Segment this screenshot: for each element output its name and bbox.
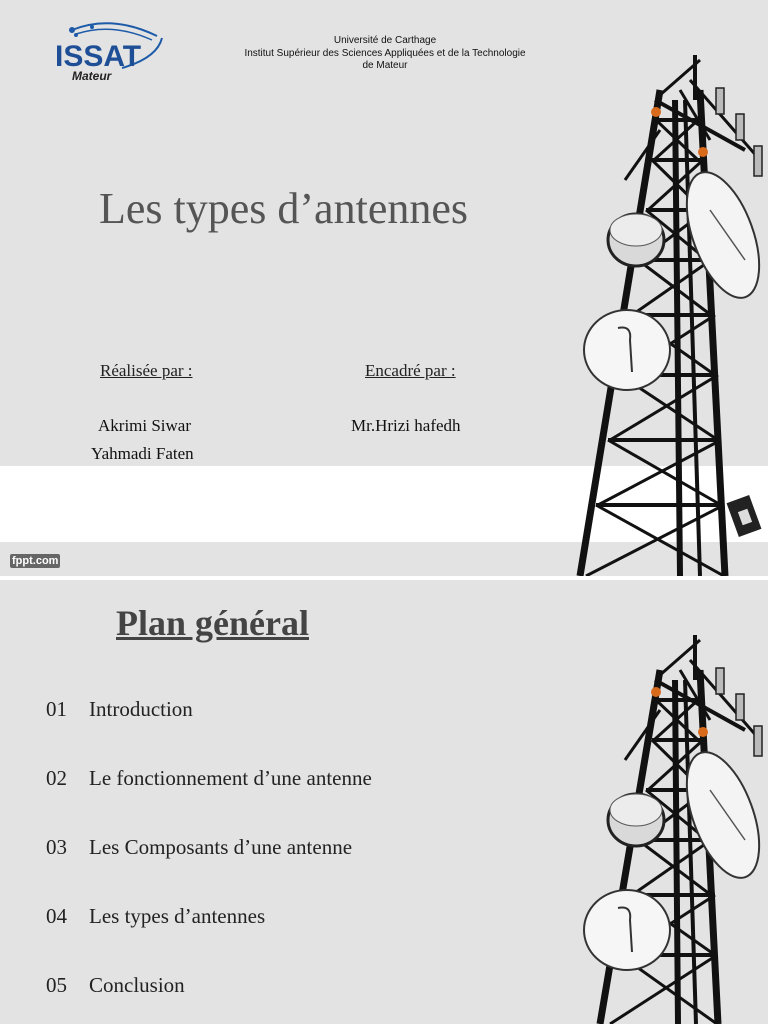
plan-item-label: Les Composants d’une antenne xyxy=(89,835,353,859)
header-line-3: de Mateur xyxy=(362,60,408,71)
header-line-2: Institut Supérieur des Sciences Appliquées et de la Technologie xyxy=(244,47,526,59)
plan-item-number: 01 xyxy=(46,697,67,721)
encadre-par-label: Encadré par : xyxy=(365,361,456,380)
svg-text:ISSAT: ISSAT xyxy=(55,40,142,73)
plan-item-4 xyxy=(46,904,265,929)
fppt-watermark: fppt.com xyxy=(12,555,59,567)
plan-item-5 xyxy=(46,973,185,998)
realisee-par-label: Réalisée par : xyxy=(100,361,193,380)
author-2: Yahmadi Faten xyxy=(91,444,194,463)
plan-item-label: Les types d’antennes xyxy=(89,904,266,928)
plan-item-number: 05 xyxy=(46,973,67,997)
svg-text:Mateur: Mateur xyxy=(72,69,112,83)
telecom-tower-icon xyxy=(560,620,768,1024)
supervisor-name: Mr.Hrizi hafedh xyxy=(351,416,461,435)
plan-item-label: Introduction xyxy=(89,697,193,721)
plan-item-number: 04 xyxy=(46,904,67,928)
plan-item-number: 03 xyxy=(46,835,67,859)
header-line-1: Université de Carthage xyxy=(333,35,437,46)
plan-item-1 xyxy=(46,697,193,722)
plan-item-number: 02 xyxy=(46,766,67,790)
plan-item-label: Conclusion xyxy=(89,973,185,997)
plan-item-label: Le fonctionnement d’une antenne xyxy=(89,766,372,790)
plan-title: Plan général xyxy=(116,603,309,643)
telecom-tower-icon xyxy=(560,40,768,576)
presentation-title: Les types d’antennes xyxy=(99,184,468,233)
author-1: Akrimi Siwar xyxy=(98,416,192,435)
issat-logo xyxy=(52,18,167,84)
plan-item-3 xyxy=(46,835,352,860)
university-header xyxy=(230,35,540,73)
plan-item-2 xyxy=(46,766,372,791)
plan-slide xyxy=(0,580,768,1024)
